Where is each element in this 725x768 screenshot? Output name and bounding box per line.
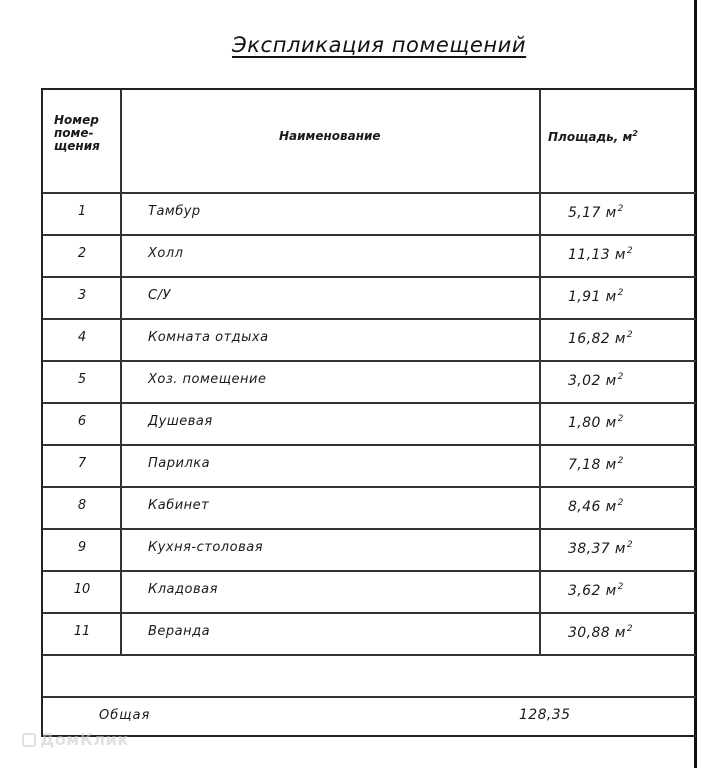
room-name: С/У — [148, 288, 171, 303]
home-icon — [22, 733, 36, 747]
room-area-value: 7,18 м — [568, 457, 617, 473]
room-area — [568, 624, 633, 641]
row-divider — [43, 402, 696, 404]
room-name: Кухня-столовая — [148, 540, 264, 555]
header-name: Наименование — [279, 129, 381, 143]
room-number: 6 — [77, 414, 87, 429]
room-number: 11 — [73, 624, 91, 639]
total-label: Общая — [99, 708, 151, 723]
row-divider — [43, 612, 696, 614]
room-area-unit-sup: 2 — [617, 372, 624, 382]
row-divider — [43, 528, 696, 530]
row-divider — [43, 696, 696, 698]
room-area-value: 8,46 м — [568, 499, 617, 515]
room-name: Парилка — [148, 456, 211, 471]
room-area-unit-sup: 2 — [626, 246, 634, 256]
room-area — [568, 372, 624, 389]
room-area-value: 30,88 м — [568, 625, 626, 641]
room-area-unit-sup: 2 — [617, 414, 624, 424]
row-divider — [43, 486, 696, 488]
room-number: 7 — [77, 456, 87, 471]
total-value: 128,35 — [519, 707, 571, 723]
room-number: 4 — [77, 330, 87, 345]
row-divider — [43, 444, 696, 446]
room-area — [568, 288, 624, 305]
room-area-value: 5,17 м — [568, 205, 617, 221]
header-area-label: Площадь, м — [548, 130, 633, 144]
room-name: Холл — [148, 246, 184, 261]
room-area — [568, 330, 633, 347]
header-area-sup: 2 — [632, 129, 638, 138]
row-divider — [43, 360, 696, 362]
rooms-table — [41, 88, 696, 737]
room-area — [568, 498, 624, 515]
room-number: 9 — [77, 540, 87, 555]
room-name: Душевая — [148, 414, 213, 429]
room-number: 10 — [73, 582, 91, 597]
room-number: 8 — [77, 498, 87, 513]
header-number-line: поме- — [54, 126, 94, 140]
watermark — [22, 730, 129, 749]
room-area-value: 1,91 м — [568, 289, 617, 305]
header-number-line: щения — [54, 139, 100, 153]
room-area-unit-sup: 2 — [626, 330, 634, 340]
header-number-line: Номер — [54, 113, 99, 127]
room-name: Веранда — [148, 624, 211, 639]
room-name: Комната отдыха — [148, 330, 269, 345]
room-area — [568, 246, 633, 263]
room-name: Кабинет — [148, 498, 210, 513]
room-area — [568, 456, 624, 473]
room-number: 1 — [77, 204, 87, 219]
room-area — [568, 582, 624, 599]
room-area-unit-sup: 2 — [626, 624, 634, 634]
row-divider — [43, 318, 696, 320]
room-area-unit-sup: 2 — [626, 540, 634, 550]
header-number — [54, 114, 100, 153]
room-area-unit-sup: 2 — [617, 204, 624, 214]
watermark-text: ДомКлик — [40, 730, 129, 749]
header-divider — [43, 192, 696, 194]
room-area — [568, 540, 633, 557]
room-area-unit-sup: 2 — [617, 582, 624, 592]
room-name: Кладовая — [148, 582, 218, 597]
page-title: Экспликация помещений — [232, 33, 527, 57]
row-divider — [43, 654, 696, 656]
row-divider — [43, 276, 696, 278]
room-area-unit-sup: 2 — [617, 288, 624, 298]
room-area-value: 1,80 м — [568, 415, 617, 431]
room-area-value: 3,02 м — [568, 373, 617, 389]
room-number: 2 — [77, 246, 87, 261]
room-area-value: 3,62 м — [568, 583, 617, 599]
room-name: Тамбур — [148, 204, 201, 219]
header-area — [548, 129, 638, 144]
room-area — [568, 204, 624, 221]
room-number: 3 — [77, 288, 87, 303]
row-divider — [43, 234, 696, 236]
room-number: 5 — [77, 372, 87, 387]
room-area-value: 11,13 м — [568, 247, 626, 263]
room-area-value: 38,37 м — [568, 541, 626, 557]
room-area-unit-sup: 2 — [617, 498, 624, 508]
room-area-value: 16,82 м — [568, 331, 626, 347]
room-area-unit-sup: 2 — [617, 456, 624, 466]
room-name: Хоз. помещение — [148, 372, 267, 387]
room-area — [568, 414, 624, 431]
row-divider — [43, 570, 696, 572]
